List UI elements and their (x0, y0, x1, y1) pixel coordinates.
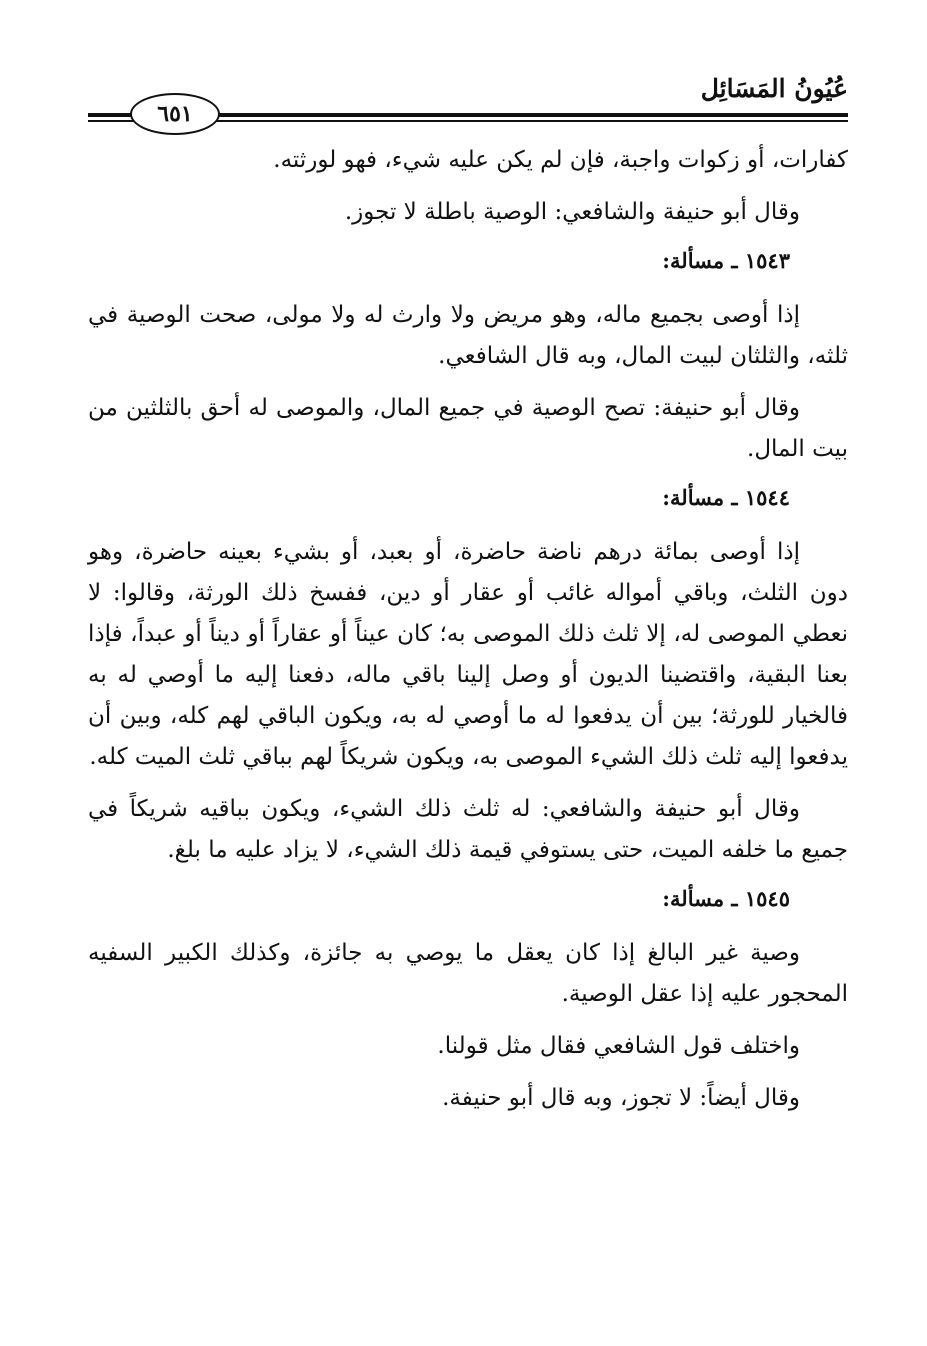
page-body (88, 140, 848, 1119)
issue-heading: ١٥٤٣ ـ مسألة: (662, 248, 790, 273)
paragraph: وقال أبو حنيفة والشافعي: الوصية باطلة لا تجوز. (344, 199, 800, 225)
issue-heading: ١٥٤٥ ـ مسألة: (662, 886, 790, 911)
paragraph: واختلف قول الشافعي فقال مثل قولنا. (437, 1033, 800, 1059)
paragraph: وقال أيضاً: لا تجوز، وبه قال أبو حنيفة. (442, 1085, 800, 1111)
paragraph-gap (88, 181, 848, 192)
paragraph: إذا أوصى بجميع ماله، وهو مريض ولا وارث له ولا مولى، صحت الوصية في ثلثه، والثلثان لبيت المال، وبه قال الشافعي. (88, 302, 848, 369)
paragraph-gap (88, 1067, 848, 1078)
page-number-badge (130, 93, 220, 135)
paragraph: إذا أوصى بمائة درهم ناضة حاضرة، أو بعبد، أو بشيء بعينه حاضرة، وهو دون الثلث، وباقي أمواله غائب أو عقار أو دين، ففسخ ذلك الورثة، وقالوا: لا نعطي الموصى له، إلا ثلث ذلك الموصى به؛ كان عيناً أو عقاراً أو ديناً أو عبداً، فإذا بعنا البقية، واقتضينا الديون أو وصل إلينا باقي ماله، دفعنا إليه ما أوصي له به فالخيار للورثة؛ بين أن يدفعوا له ما أوصي له به، ويكون الباقي لهم كله، وبين أن يدفعوا إليه ثلث ذلك الشيء الموصى به، ويكون شريكاً لهم بباقي ثلث الميت كله. (88, 539, 848, 770)
book-title: عُيُونُ المَسَائِل (700, 74, 848, 103)
paragraph-gap (88, 377, 848, 388)
paragraph-gap (88, 778, 848, 789)
paragraph: وقال أبو حنيفة: تصح الوصية في جميع المال، والموصى له أحق بالثلثين من بيت المال. (88, 395, 848, 462)
paragraph: وصية غير البالغ إذا كان يعقل ما يوصي به جائزة، وكذلك الكبير السفيه المحجور عليه إذا عقل الوصية. (88, 940, 848, 1007)
page-number: ٦٥١ (157, 101, 193, 127)
page-header (88, 68, 848, 130)
paragraph: وقال أبو حنيفة والشافعي: له ثلث ذلك الشيء، ويكون بباقيه شريكاً في جميع ما خلفه الميت، حتى يستوفي قيمة ذلك الشيء، لا يزاد عليه ما بلغ. (88, 796, 848, 863)
issue-heading: ١٥٤٤ ـ مسألة: (662, 485, 790, 510)
paragraph: كفارات، أو زكوات واجبة، فإن لم يكن عليه شيء، فهو لورثته. (273, 147, 848, 173)
paragraph-gap (88, 1015, 848, 1026)
